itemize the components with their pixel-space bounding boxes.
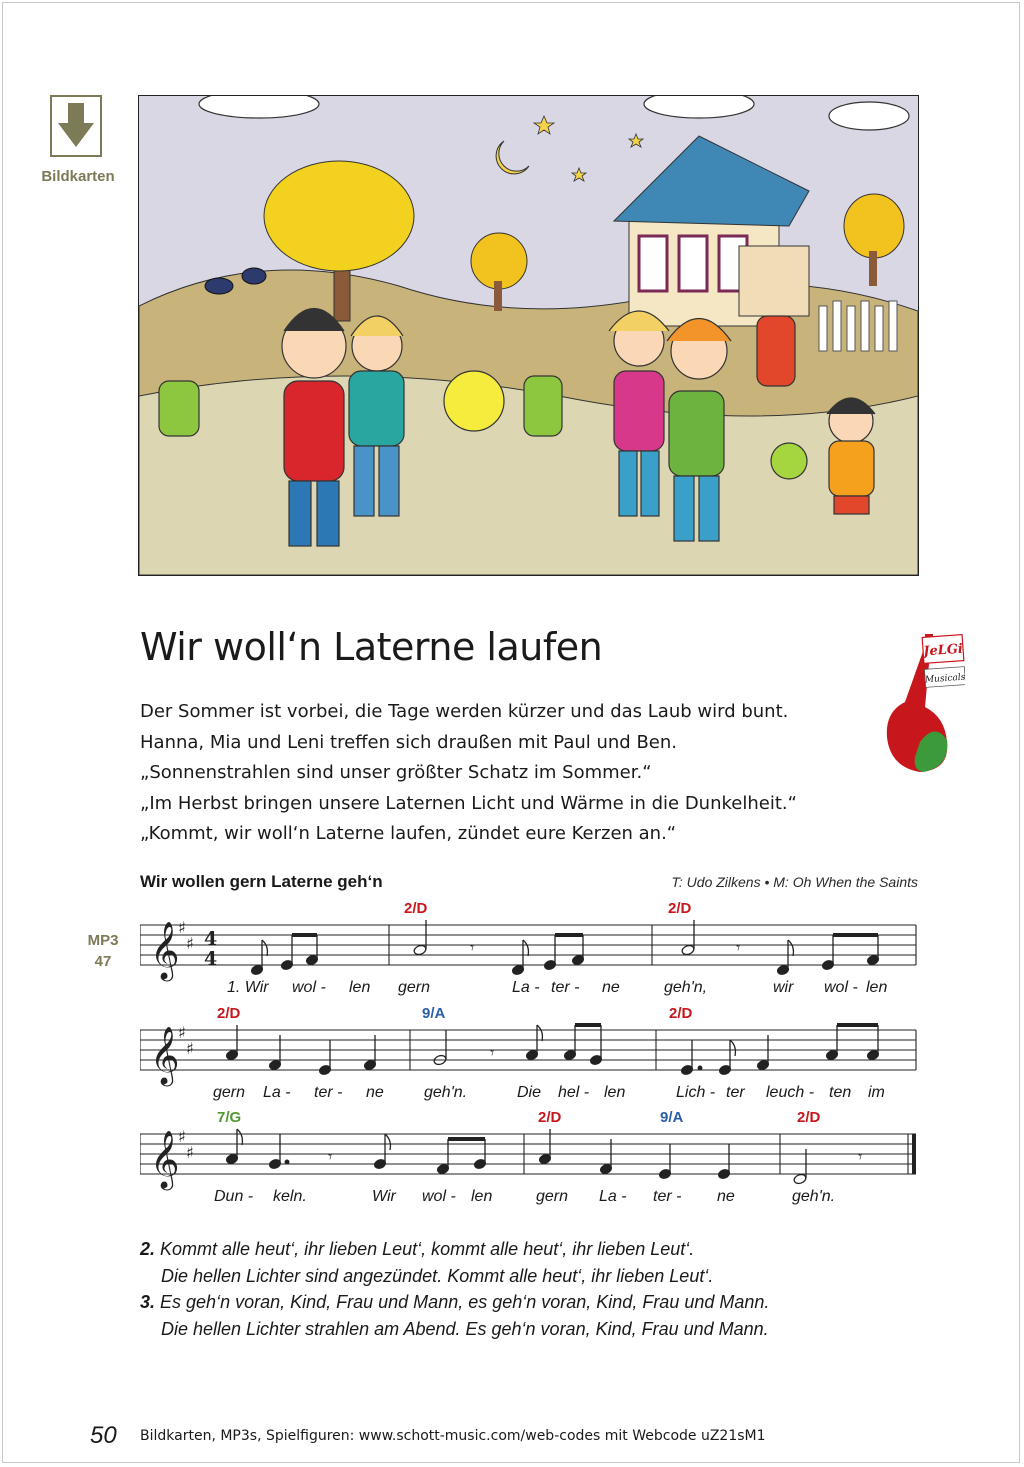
music-system-3 xyxy=(140,1104,920,1214)
logo-line1: JeLGi xyxy=(922,641,964,660)
sharp-icon: ♯ xyxy=(186,1143,194,1162)
lyric-syllable: gern xyxy=(536,1188,569,1205)
song-title: Wir wollen gern Laterne geh‘n xyxy=(140,872,383,891)
sharp-icon: ♯ xyxy=(186,1039,194,1058)
jelgi-musicals-logo xyxy=(875,632,965,782)
sharp-icon: ♯ xyxy=(178,1127,186,1146)
intro-line: „Im Herbst bringen unsere Laternen Licht und Wärme in die Dunkelheit.“ xyxy=(140,792,797,814)
lyric-syllable: geh'n. xyxy=(792,1188,836,1205)
lyric-syllable: La - xyxy=(263,1084,291,1101)
sharp-icon: ♯ xyxy=(178,918,186,937)
intro-line: „Sonnenstrahlen sind unser größter Schatz im Sommer.“ xyxy=(140,762,652,783)
lyric-syllable: wir xyxy=(773,979,794,996)
lyric-syllable: wol - xyxy=(824,979,858,996)
lyric-syllable: wol - xyxy=(422,1188,456,1205)
chord-label: 2/D xyxy=(217,1005,241,1022)
mp3-track-number: 47 xyxy=(94,953,112,970)
song-credits: T: Udo Zilkens • M: Oh When the Saints xyxy=(671,874,918,890)
download-arrow-icon[interactable] xyxy=(50,95,102,157)
verses xyxy=(140,1236,769,1342)
lyric-syllable: ter - xyxy=(551,979,580,996)
mp3-track[interactable] xyxy=(78,930,128,972)
bildkarten-label: Bildkarten xyxy=(41,168,115,185)
page-title: Wir woll‘n Laterne laufen xyxy=(140,625,603,669)
time-signature-top: 4 xyxy=(204,928,218,950)
page-number: 50 xyxy=(90,1422,117,1449)
footer-webcode-text[interactable]: Bildkarten, MP3s, Spielfiguren: www.schott-music.com/web-codes mit Webcode uZ21sM1 xyxy=(140,1428,766,1444)
lyric-syllable: len xyxy=(604,1084,626,1101)
rest-icon: 𝄾 xyxy=(736,938,741,957)
lyric-syllable: ten xyxy=(829,1084,852,1101)
verse-2-line-1 xyxy=(140,1236,769,1263)
lyric-syllable: geh'n. xyxy=(424,1084,468,1101)
verse-2-line-2: Die hellen Lichter sind angezündet. Kommt alle heut‘, ihr lieben Leut‘. xyxy=(161,1265,714,1286)
lyric-syllable: ne xyxy=(366,1084,384,1101)
time-signature-bottom: 4 xyxy=(204,948,218,970)
lyric-syllable: im xyxy=(868,1084,885,1101)
treble-clef-icon: 𝄞 xyxy=(150,1130,180,1188)
lyric-syllable: ter xyxy=(726,1084,745,1101)
lyric-syllable: len xyxy=(866,979,888,996)
lyric-syllable: len xyxy=(349,979,371,996)
chord-label: 2/D xyxy=(404,900,428,917)
lyric-syllable: ter - xyxy=(314,1084,343,1101)
chord-label: 2/D xyxy=(538,1109,562,1126)
lyric-syllable: geh'n, xyxy=(664,979,708,996)
rest-icon: 𝄾 xyxy=(858,1147,863,1166)
lyric-syllable: ne xyxy=(717,1188,735,1205)
lyric-syllable: Die xyxy=(517,1084,542,1101)
chord-label: 2/D xyxy=(669,1005,693,1022)
verse-number: 2. xyxy=(140,1239,156,1259)
treble-clef-icon: 𝄞 xyxy=(150,1026,180,1084)
sharp-icon: ♯ xyxy=(178,1023,186,1042)
lyric-syllable: gern xyxy=(398,979,431,996)
lyric-syllable: wol - xyxy=(292,979,326,996)
lyric-syllable: leuch - xyxy=(766,1084,815,1101)
verse-text: Kommt alle heut‘, ihr lieben Leut‘, kommt alle heut‘, ihr lieben Leut‘. xyxy=(160,1239,695,1259)
verse-number: 3. xyxy=(140,1292,156,1312)
intro-line: Hanna, Mia und Leni treffen sich draußen mit Paul und Ben. xyxy=(140,731,678,753)
mp3-label: MP3 xyxy=(87,932,119,949)
intro-text xyxy=(140,697,797,850)
lyric-syllable: gern xyxy=(213,1084,246,1101)
chord-label: 9/A xyxy=(422,1005,446,1022)
lyric-syllable: 1. Wir xyxy=(227,979,269,996)
chord-label: 2/D xyxy=(797,1109,821,1126)
music-system-1 xyxy=(140,895,920,1005)
lyric-syllable: len xyxy=(471,1188,493,1205)
verse-3-line-2: Die hellen Lichter strahlen am Abend. Es geh‘n voran, Kind, Frau und Mann. xyxy=(161,1318,769,1339)
music-system-2 xyxy=(140,1000,920,1110)
rest-icon: 𝄾 xyxy=(470,938,475,957)
lantern-illustration xyxy=(138,95,919,576)
lyric-syllable: Wir xyxy=(372,1188,396,1205)
chord-label: 2/D xyxy=(668,900,692,917)
verse-text: Es geh‘n voran, Kind, Frau und Mann, es geh‘n voran, Kind, Frau und Mann. xyxy=(160,1292,770,1312)
intro-line: „Kommt, wir woll‘n Laterne laufen, zündet eure Kerzen an.“ xyxy=(140,823,677,844)
verse-3-line-1 xyxy=(140,1289,769,1316)
lyric-syllable: La - xyxy=(599,1188,627,1205)
lyric-syllable: keln. xyxy=(273,1188,307,1205)
lyric-syllable: ne xyxy=(602,979,620,996)
lyric-syllable: Lich - xyxy=(676,1084,716,1101)
chord-label: 9/A xyxy=(660,1109,684,1126)
sharp-icon: ♯ xyxy=(186,934,194,953)
rest-icon: 𝄾 xyxy=(328,1147,333,1166)
lyric-syllable: ter - xyxy=(653,1188,682,1205)
intro-line: Der Sommer ist vorbei, die Tage werden kürzer und das Laub wird bunt. xyxy=(140,701,789,722)
chord-label: 7/G xyxy=(217,1109,242,1126)
rest-icon: 𝄾 xyxy=(490,1043,495,1062)
lyric-syllable: La - xyxy=(512,979,540,996)
logo-line2: Musicals xyxy=(924,672,965,686)
lyric-syllable: Dun - xyxy=(214,1188,254,1205)
lyric-syllable: hel - xyxy=(558,1084,590,1101)
treble-clef-icon: 𝄞 xyxy=(150,921,180,979)
